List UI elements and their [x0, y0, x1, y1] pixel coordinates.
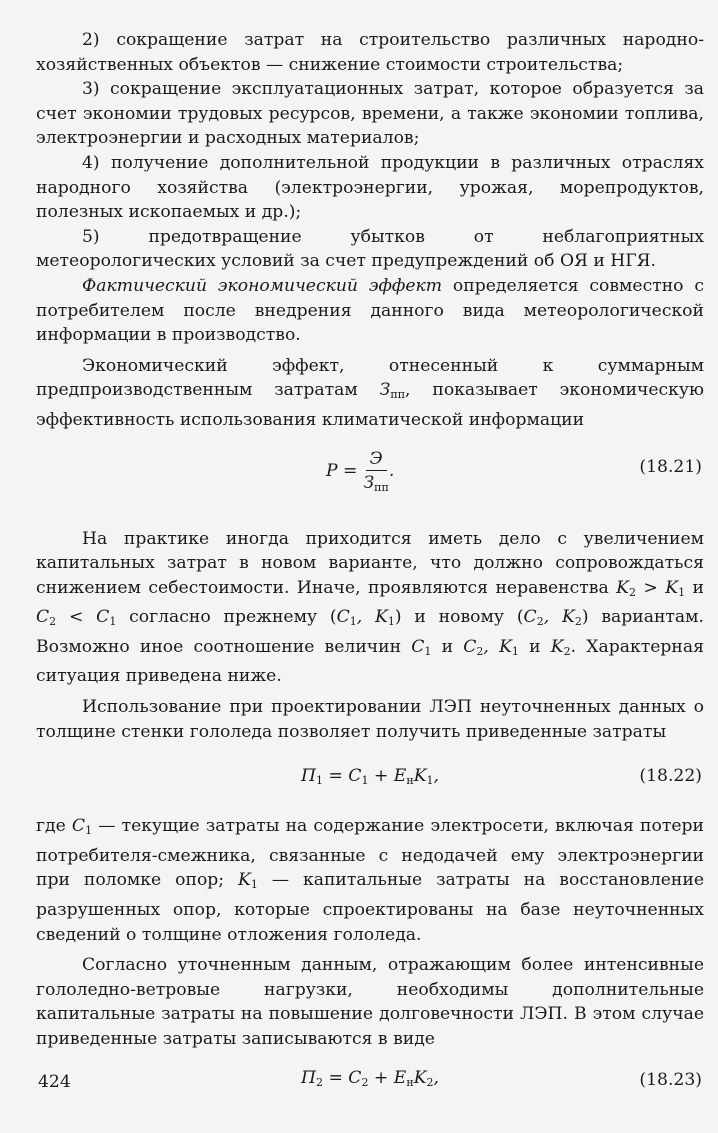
formula-18-22: [36, 744, 704, 814]
paragraph-refined-data: Согласно уточненным данным, отражающим более интенсивные гололедно-ветровые нагрузки, необходимы дополнительные капитальные затраты на повышение долговечности ЛЭП. В этом случае приведенные затраты записываются в виде: [36, 955, 704, 1049]
text-fragment: На практике иногда приходится иметь дело с увеличением капитальных затрат в новом варианте, что должно сопровождаться снижением себестоимости. Иначе, проявляются неравенства: [36, 528, 704, 598]
fraction-numerator: Э: [366, 449, 387, 471]
fraction-denominator: [363, 471, 388, 494]
equation-number: (18.23): [639, 1069, 702, 1090]
text-fragment: , показывает экономическую эффективность использования климатической информации: [36, 380, 704, 430]
text-fragment: согласно прежнему: [116, 607, 330, 628]
paragraph-lep-usage: Использование при проектировании ЛЭП неуточненных данных о толщине стенки гололеда позволяет получить приведенные затраты: [36, 697, 704, 742]
term-actual-effect: Фактический экономический эффект: [82, 275, 443, 296]
equation-number: (18.22): [639, 766, 702, 787]
formula-18-21: [36, 435, 704, 527]
paragraph-actual-effect: [36, 274, 704, 348]
math-inline: $C_1$: [71, 816, 93, 838]
text-fragment: где: [36, 816, 72, 837]
math-subscript: пп: [374, 480, 389, 494]
page-number: 424: [38, 1072, 71, 1092]
math-inline: $C_2 < C_1$: [36, 607, 117, 629]
text-fragment: — капитальные затраты на восстановление разрушенных опор, которые спроектированы на базе неуточненных сведений о толщине отложения гололеда.: [36, 870, 704, 945]
math-inline: $K_1$: [238, 870, 258, 892]
paragraph-economic-effect: [36, 354, 704, 433]
math-subscript: пп: [390, 388, 406, 402]
formula-lhs: P =: [326, 461, 358, 481]
math-inline: $K_2$: [550, 636, 571, 658]
text-fragment: Экономический эффект, отнесенный к суммарным предпроизводственным затратам: [36, 355, 704, 401]
text-fragment: и новому: [401, 607, 517, 628]
formula-expression: $П_1 = C_1 + E_нK_1$,: [300, 766, 439, 788]
formula-18-23: [36, 1052, 704, 1112]
math-inline: $C_1$, $K_1$: [336, 607, 395, 629]
fraction: [363, 449, 388, 494]
paragraph-item-5: 5) предотвращение убытков от неблагоприятных метеорологических условий за счет предупреждений об ОЯ и НГЯ.: [36, 226, 704, 272]
formula-expression: $П_2 = C_2 + E_нK_2$,: [300, 1067, 439, 1089]
paragraph-practice: На практике иногда приходится иметь дело с увеличением капитальных затрат в новом варианте, что должно сопровождаться снижением себестоимости. Иначе, проявляются неравенства $K_2 > K_1$ и $C_2 < C_1$ согласно прежнему ($C_1$, $K_1$) и новому ($C_2$, $K_2$) вариантам. Возможно иное соотношение величин $C_1$ и $C_2$, $K_1$ и $K_2$. Характерная ситуация приведена ниже.: [36, 528, 705, 687]
text-fragment: — текущие затраты на содержание электросети, включая потери потребителя-смежника, связанные с недодачей ему электроэнергии при поломке опор;: [36, 816, 704, 891]
math-inline: $C_2$, $K_2$: [523, 607, 582, 629]
formula-tail: .: [388, 461, 395, 481]
paragraph-item-2: 2) сокращение затрат на строительство различных народнохозяйственных объектов — снижение стоимости строительства;: [36, 30, 704, 75]
math-inline: $C_2$, $K_1$: [463, 636, 519, 658]
math-inline: $K_2 > K_1$: [616, 577, 686, 599]
paragraph-where: [36, 814, 704, 947]
equation-number: (18.21): [639, 456, 702, 477]
formula-expression: [326, 449, 394, 494]
document-page: [36, 28, 704, 1112]
text-fragment: . Характерная ситуация приведена ниже.: [36, 636, 704, 687]
paragraph-item-3: 3) сокращение эксплуатационных затрат, которое образуется за счет экономии трудовых ресурсов, времени, а также экономии топлива, электроэнергии и расходных материалов;: [36, 79, 704, 149]
text-fragment: вариантам. Возможно иное соотношение величин: [36, 607, 705, 657]
paragraph-item-4: 4) получение дополнительной продукции в различных отраслях народного хозяйства (электроэнергии, урожая, морепродуктов, полезных ископаемых и др.);: [36, 152, 704, 223]
math-inline: $C_1$: [411, 636, 432, 658]
math-var: З: [363, 472, 375, 493]
math-var: З: [379, 380, 391, 401]
text-fragment: определяется совместно с потребителем после внедрения данного вида метеорологической информации в производство.: [36, 275, 704, 346]
